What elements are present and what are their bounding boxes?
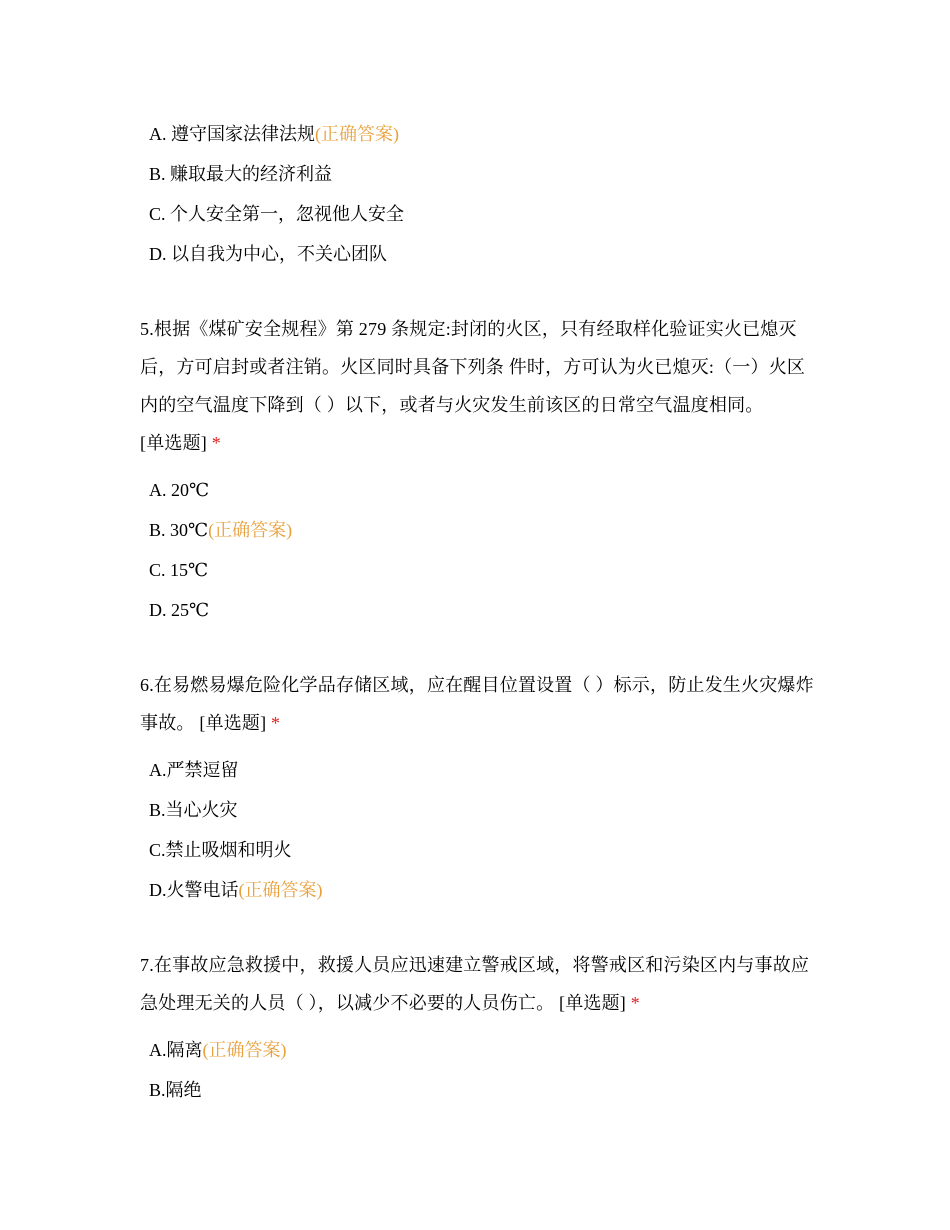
q6-option-a [149, 758, 239, 782]
q6-question-text [140, 666, 820, 742]
option-text: D.火警电话 [149, 880, 239, 900]
q5-option-b [149, 518, 292, 542]
option-text: B. 30℃ [149, 520, 209, 540]
q4-option-d [149, 242, 387, 266]
required-mark: * [271, 713, 281, 733]
q6-option-c [149, 838, 292, 862]
q4-option-b [149, 162, 332, 186]
q5-option-a [149, 478, 209, 502]
option-text: A.严禁逗留 [149, 760, 239, 780]
required-mark: * [211, 433, 221, 453]
q7-option-b [149, 1078, 202, 1102]
question-stem: 5.根据《煤矿安全规程》第 279 条规定:封闭的火区，只有经取样化验证实火已熄灭后，方可启封或者注销。火区同时具备下列条 件时，方可认为火已熄灭:（一）火区内的空气温度下降到（ ）以下，或者与火灾发生前该区的日常空气温度相同。 [140, 319, 806, 415]
option-text: A.隔离 [149, 1040, 203, 1060]
q5-question-text [140, 310, 820, 462]
question-stem: 6.在易燃易爆危险化学品存储区域，应在醒目位置设置（ ）标示，防止发生火灾爆炸事故。 [140, 675, 814, 733]
option-text: C. 15℃ [149, 560, 209, 580]
option-text: D. 以自我为中心，不关心团队 [149, 244, 387, 264]
option-text: B.隔绝 [149, 1080, 202, 1100]
option-text: C.禁止吸烟和明火 [149, 840, 292, 860]
question-type-label: [单选题] [559, 993, 627, 1013]
option-text: B.当心火灾 [149, 800, 238, 820]
q4-option-c [149, 202, 404, 226]
correct-answer-marker: (正确答案) [208, 520, 293, 540]
q6-option-d [149, 878, 323, 902]
option-text: B. 赚取最大的经济利益 [149, 164, 333, 184]
correct-answer-marker: (正确答案) [315, 124, 399, 144]
question-stem: 7.在事故应急救援中，救援人员应迅速建立警戒区域，将警戒区和污染区内与事故应急处理无关的人员（ ），以减少不必要的人员伤亡。 [140, 955, 810, 1013]
required-mark: * [630, 993, 640, 1013]
option-text: A. 遵守国家法律法规 [149, 124, 315, 144]
correct-answer-marker: (正确答案) [238, 880, 323, 900]
q4-option-a [149, 122, 399, 146]
option-text: A. 20℃ [149, 480, 210, 500]
q7-option-a [149, 1038, 287, 1062]
correct-answer-marker: (正确答案) [202, 1040, 287, 1060]
question-type-label: [单选题] [199, 713, 267, 733]
question-type-label: [单选题] [140, 433, 207, 453]
q5-option-d [149, 598, 209, 622]
q7-question-text [140, 946, 820, 1022]
q5-option-c [149, 558, 208, 582]
option-text: D. 25℃ [149, 600, 210, 620]
option-text: C. 个人安全第一，忽视他人安全 [149, 204, 405, 224]
q6-option-b [149, 798, 238, 822]
